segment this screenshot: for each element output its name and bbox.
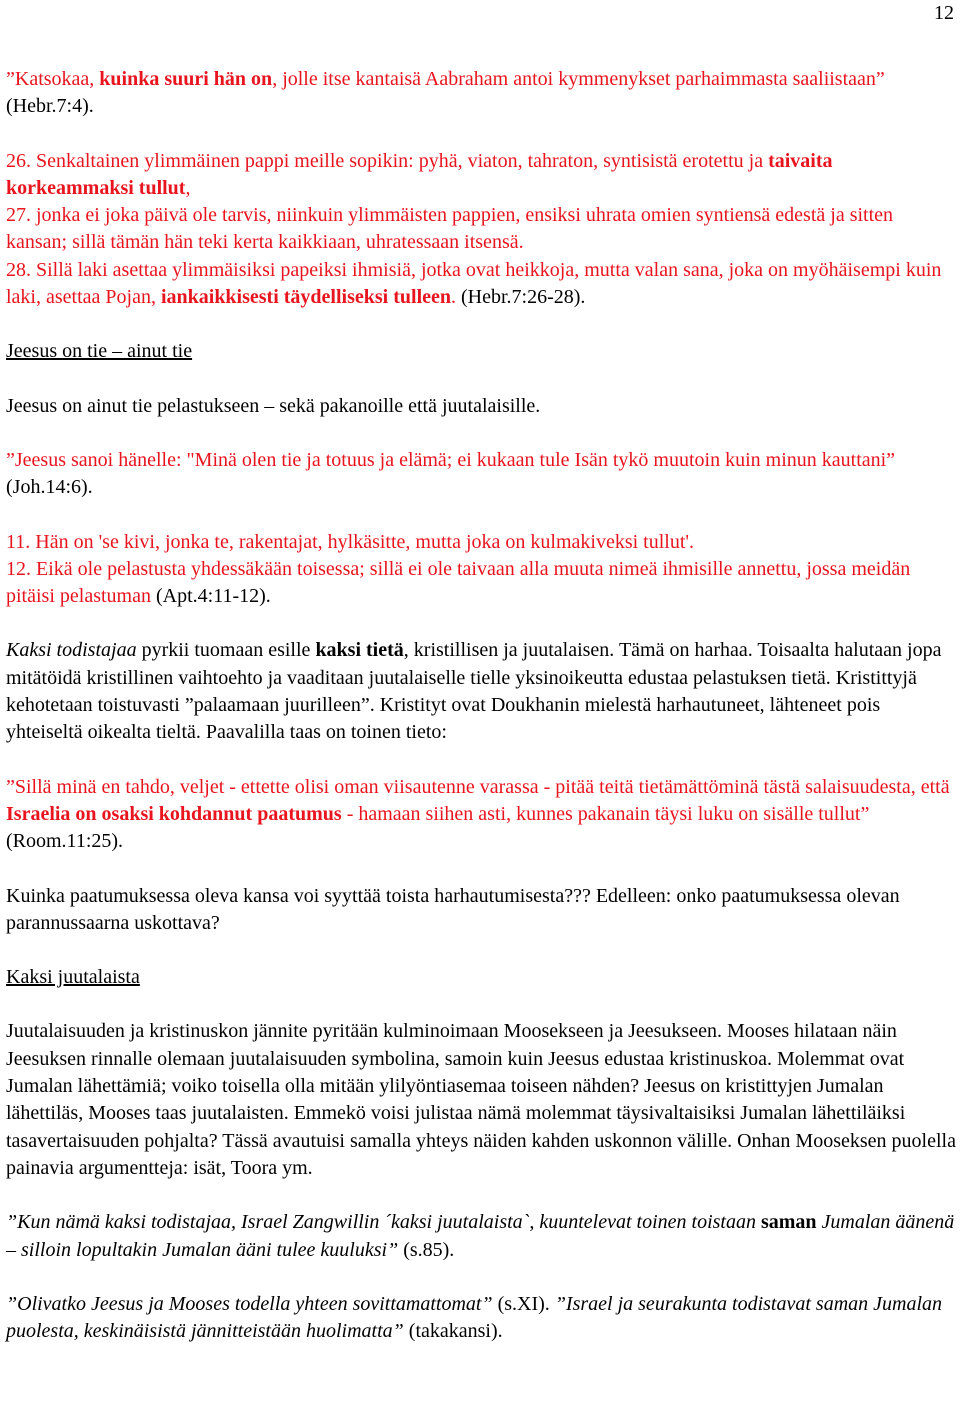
quote-text-bold: Israelia on osaksi kohdannut paatumus [6,802,342,825]
hebr-verse-26 [6,148,956,203]
quote-text: - hamaan siihen asti, kunnes pakanain täysi luku on sisälle tullut” [341,802,870,825]
book-title: Kaksi todistajaa [6,639,137,662]
quote-text: Jumalan äänenä – silloin lopultakin Jumalan ääni tulee kuuluksi” [6,1211,955,1261]
quote-reference: (Room.11:25). [6,830,124,853]
quote-reference: (Hebr.7:4). [6,95,94,118]
quote-text: kuinka suuri hän on [99,68,273,90]
quote-text: ”Kun nämä kaksi todistajaa, Israel Zangwillin ´kaksi juutalaista`, kuuntelevat toinen toistaan [6,1211,761,1234]
verse-text: 12. Eikä ole pelastusta yhdessäkään toisessa; sillä ei ole taivaan alla muuta nimeä ihmisille annettu, jossa meidän pitäisi pelastuman [6,557,911,608]
quote-text: ”Jeesus sanoi hänelle: "Minä olen tie ja totuus ja elämä; ei kukaan tule Isän tykö muutoin kuin minun kauttani” [6,448,896,471]
quote-reference: (Joh.14:6). [6,476,93,499]
verse-text-bold: taivaita korkeammaksi tullut [6,149,833,199]
quote-hebr-7-4 [6,66,956,121]
paragraph [6,637,956,746]
section-heading: Kaksi juutalaista [6,966,140,989]
quote-joh-14-6 [6,447,956,502]
page-number: 12 [934,2,954,24]
section-heading: Jeesus on tie – ainut tie [6,340,193,363]
verse-text: 28. Sillä laki asettaa ylimmäisiksi papeiksi ihmisiä, jotka ovat heikkoja, mutta valan sana, joka on myöhäisempi kuin laki, asettaa Pojan, [6,258,942,309]
quote-zangwill [6,1209,956,1264]
quote-text: ”Israel ja seurakunta todistavat saman Jumalan puolesta, keskinäisistä jännitteistään huolimatta” [6,1292,943,1343]
hebr-verse-27 [6,202,956,257]
verse-text: jonka ei joka päivä ole tarvis, niinkuin ylimmäisten pappien, ensiksi uhrata omien syntiensä edestä ja sitten kansan; sillä tämän hän teki kerta kaikkiaan, uhratessaan itsensä. [6,204,894,254]
emphasis: kaksi tietä [315,639,404,662]
verse-reference: (Hebr.7:26-28). [456,286,586,309]
quote-reference: (takakansi). [403,1320,503,1343]
acts-verse-12 [6,556,956,611]
verse-text: . [451,286,457,309]
verse-text: , [185,176,191,199]
text: pyrkii tuomaan esille [136,639,316,662]
quote-reference: (s.85). [398,1238,455,1261]
paragraph: Jeesus on ainut tie pelastukseen – sekä pakanoille että juutalaisille. [6,394,541,417]
quote-text: ”Olivatko Jeesus ja Mooses todella yhteen sovittamattomat” [6,1292,493,1315]
quote-text: ”Katsokaa, [6,68,100,90]
quote-text: , jolle itse kantaisä Aabraham antoi kymmenykset parhaimmasta saaliistaan” [272,68,885,90]
quote-reference: (s.XI). [492,1292,555,1315]
quote-room-11-25 [6,774,956,856]
quote-text: ”Sillä minä en tahdo, veljet - ettette olisi oman viisautenne varassa - pitää teitä tietämättöminä tästä salaisuudesta, että [6,775,950,798]
verse-text-bold: iankaikkisesti täydelliseksi tulleen [160,286,452,309]
text: , kristillisen ja juutalaisen. Tämä on harhaa. Toisaalta halutaan jopa mitätöidä kristillinen vaihtoehto ja vaaditaan juutalaiselle tielle yksinoikeutta edustaa pelastuksen tietä. Kristittyjä kehotetaan toistuvasti ”palaamaan juurilleen”. Kristityt ovat Doukhanin mielestä harhautuneet, lähteneet pois yhteiseltä oikealta tieltä. Paavalilla taas on toinen tieto: [6,639,942,744]
verse-reference: (Apt.4:11-12). [150,585,271,608]
verse-text: 26. Senkaltainen ylimmäinen pappi meille sopikin: pyhä, viaton, tahraton, syntisistä erotettu ja [6,149,769,172]
document-body [6,66,956,1345]
acts-verse-11: 11. Hän on 'se kivi, jonka te, rakentajat, hylkäsitte, mutta joka on kulmakiveksi tullut'. [6,530,694,553]
quote-jeesus-mooses [6,1291,956,1346]
paragraph: Kuinka paatumuksessa oleva kansa voi syyttää toista harhautumisesta??? Edelleen: onko paatumuksessa olevan parannussaarna uskottava? [6,884,900,934]
paragraph: Juutalaisuuden ja kristinuskon jännite pyritään kulminoimaan Moosekseen ja Jeesukseen. Mooses hilataan näin Jeesuksen rinnalle olemaan juutalaisuuden symbolina, samoin kuin Jeesus edustaa kristinuskoa. Molemmat ovat Jumalan lähettämiä; voiko toisella olla mitään ylilyöntiasemaa toiseen nähden? Jeesus on kristittyjen Jumalan lähettiläs, Mooses taas juutalaisten. Emmekö voisi julistaa nämä molemmat täysivaltaisiksi Jumalan lähettiläiksi tasavertaisuuden pohjalta? Tässä avautuisi samalla yhteys näiden kahden uskonnon välille. Onhan Mooseksen puolella painavia argumentteja: isät, Toora ym. [6,1020,956,1179]
hebr-verse-28 [6,257,956,312]
verse-number: 27. [6,204,36,227]
quote-emphasis: saman [760,1211,817,1234]
